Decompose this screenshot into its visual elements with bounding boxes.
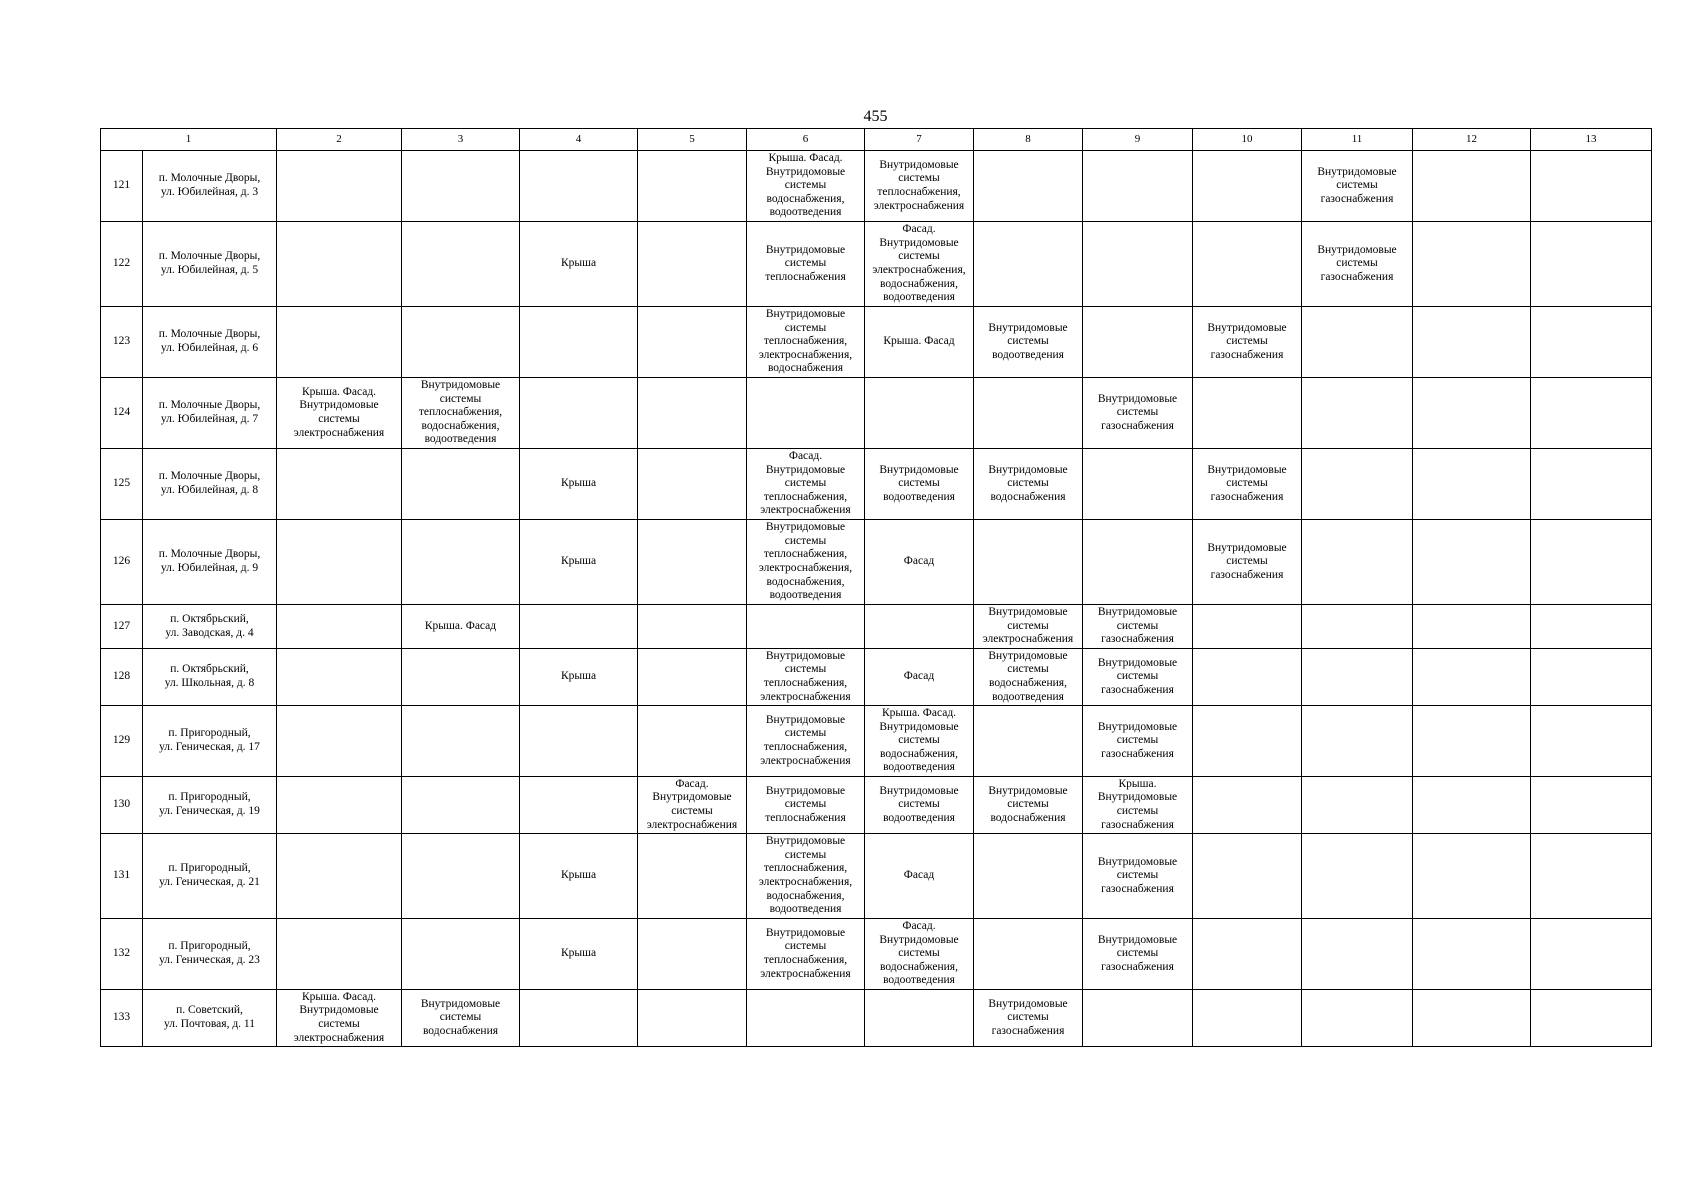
cell-col-12 <box>1413 919 1531 990</box>
cell-col-12 <box>1413 777 1531 834</box>
cell-col-5 <box>638 649 747 706</box>
address-cell: п. Молочные Дворы, ул. Юбилейная, д. 6 <box>143 307 277 378</box>
row-number: 128 <box>101 649 143 706</box>
cell-col-2 <box>277 520 402 605</box>
cell-col-2: Крыша. Фасад. Внутридомовые системы электроснабжения <box>277 990 402 1047</box>
cell-col-4 <box>520 605 638 649</box>
cell-col-9 <box>1083 449 1193 520</box>
cell-col-12 <box>1413 706 1531 777</box>
cell-col-5 <box>638 919 747 990</box>
cell-col-11 <box>1302 706 1413 777</box>
cell-col-6: Внутридомовые системы теплоснабжения, электроснабжения <box>747 706 865 777</box>
cell-col-4 <box>520 990 638 1047</box>
cell-col-2 <box>277 777 402 834</box>
cell-col-4: Крыша <box>520 919 638 990</box>
address-cell: п. Молочные Дворы, ул. Юбилейная, д. 9 <box>143 520 277 605</box>
cell-col-5 <box>638 151 747 222</box>
cell-col-10 <box>1193 990 1302 1047</box>
cell-col-7: Крыша. Фасад. Внутридомовые системы водоснабжения, водоотведения <box>865 706 974 777</box>
cell-col-12 <box>1413 834 1531 919</box>
cell-col-11 <box>1302 605 1413 649</box>
table-row <box>101 919 1652 990</box>
cell-col-2: Крыша. Фасад. Внутридомовые системы электроснабжения <box>277 378 402 449</box>
cell-col-11 <box>1302 378 1413 449</box>
cell-col-13 <box>1531 990 1652 1047</box>
cell-col-2 <box>277 706 402 777</box>
cell-col-10 <box>1193 378 1302 449</box>
cell-col-9: Внутридомовые системы газоснабжения <box>1083 706 1193 777</box>
cell-col-13 <box>1531 151 1652 222</box>
cell-col-12 <box>1413 307 1531 378</box>
cell-col-3: Внутридомовые системы водоснабжения <box>402 990 520 1047</box>
cell-col-8 <box>974 222 1083 307</box>
row-number: 125 <box>101 449 143 520</box>
cell-col-2 <box>277 834 402 919</box>
cell-col-2 <box>277 649 402 706</box>
cell-col-7: Фасад. Внутридомовые системы водоснабжения, водоотведения <box>865 919 974 990</box>
cell-col-7: Крыша. Фасад <box>865 307 974 378</box>
table-row <box>101 834 1652 919</box>
cell-col-11 <box>1302 990 1413 1047</box>
cell-col-6: Внутридомовые системы теплоснабжения, электроснабжения, водоснабжения, водоотведения <box>747 834 865 919</box>
cell-col-9 <box>1083 222 1193 307</box>
cell-col-2 <box>277 605 402 649</box>
table-row <box>101 222 1652 307</box>
table-row <box>101 605 1652 649</box>
address-cell: п. Октябрьский, ул. Заводская, д. 4 <box>143 605 277 649</box>
cell-col-9: Внутридомовые системы газоснабжения <box>1083 605 1193 649</box>
cell-col-3 <box>402 834 520 919</box>
cell-col-4 <box>520 706 638 777</box>
cell-col-12 <box>1413 605 1531 649</box>
cell-col-6 <box>747 378 865 449</box>
cell-col-3 <box>402 919 520 990</box>
cell-col-8 <box>974 834 1083 919</box>
cell-col-13 <box>1531 919 1652 990</box>
cell-col-11 <box>1302 834 1413 919</box>
cell-col-3 <box>402 151 520 222</box>
column-header-5: 5 <box>638 129 747 151</box>
cell-col-11 <box>1302 649 1413 706</box>
row-number: 133 <box>101 990 143 1047</box>
cell-col-11 <box>1302 777 1413 834</box>
column-header-7: 7 <box>865 129 974 151</box>
cell-col-2 <box>277 307 402 378</box>
cell-col-3: Внутридомовые системы теплоснабжения, водоснабжения, водоотведения <box>402 378 520 449</box>
cell-col-11 <box>1302 520 1413 605</box>
cell-col-3 <box>402 222 520 307</box>
cell-col-10 <box>1193 605 1302 649</box>
address-cell: п. Молочные Дворы, ул. Юбилейная, д. 5 <box>143 222 277 307</box>
cell-col-10: Внутридомовые системы газоснабжения <box>1193 520 1302 605</box>
cell-col-3 <box>402 649 520 706</box>
cell-col-6: Внутридомовые системы теплоснабжения <box>747 222 865 307</box>
column-header-8: 8 <box>974 129 1083 151</box>
cell-col-11: Внутридомовые системы газоснабжения <box>1302 222 1413 307</box>
column-header-11: 11 <box>1302 129 1413 151</box>
cell-col-4 <box>520 151 638 222</box>
cell-col-8: Внутридомовые системы водоснабжения, водоотведения <box>974 649 1083 706</box>
table-row <box>101 151 1652 222</box>
cell-col-5 <box>638 990 747 1047</box>
row-number: 130 <box>101 777 143 834</box>
cell-col-5 <box>638 222 747 307</box>
cell-col-7: Внутридомовые системы теплоснабжения, электроснабжения <box>865 151 974 222</box>
cell-col-5 <box>638 520 747 605</box>
cell-col-12 <box>1413 222 1531 307</box>
cell-col-7: Внутридомовые системы водоотведения <box>865 777 974 834</box>
cell-col-5 <box>638 449 747 520</box>
cell-col-9 <box>1083 990 1193 1047</box>
address-cell: п. Молочные Дворы, ул. Юбилейная, д. 8 <box>143 449 277 520</box>
cell-col-8 <box>974 919 1083 990</box>
row-number: 124 <box>101 378 143 449</box>
cell-col-7: Фасад. Внутридомовые системы электроснабжения, водоснабжения, водоотведения <box>865 222 974 307</box>
column-number-row <box>101 129 1652 151</box>
cell-col-10 <box>1193 834 1302 919</box>
cell-col-3 <box>402 449 520 520</box>
cell-col-4: Крыша <box>520 520 638 605</box>
row-number: 126 <box>101 520 143 605</box>
cell-col-9: Внутридомовые системы газоснабжения <box>1083 919 1193 990</box>
row-number: 129 <box>101 706 143 777</box>
cell-col-5 <box>638 834 747 919</box>
cell-col-6 <box>747 990 865 1047</box>
column-header-12: 12 <box>1413 129 1531 151</box>
table-row <box>101 307 1652 378</box>
cell-col-8: Внутридомовые системы водоснабжения <box>974 449 1083 520</box>
cell-col-9: Внутридомовые системы газоснабжения <box>1083 649 1193 706</box>
cell-col-2 <box>277 151 402 222</box>
cell-col-4 <box>520 307 638 378</box>
cell-col-13 <box>1531 307 1652 378</box>
address-cell: п. Пригородный, ул. Геническая, д. 19 <box>143 777 277 834</box>
table-row <box>101 520 1652 605</box>
address-cell: п. Молочные Дворы, ул. Юбилейная, д. 3 <box>143 151 277 222</box>
cell-col-6: Внутридомовые системы теплоснабжения, электроснабжения <box>747 919 865 990</box>
column-header-10: 10 <box>1193 129 1302 151</box>
cell-col-10 <box>1193 919 1302 990</box>
cell-col-11 <box>1302 307 1413 378</box>
cell-col-6: Крыша. Фасад. Внутридомовые системы водоснабжения, водоотведения <box>747 151 865 222</box>
cell-col-8 <box>974 151 1083 222</box>
cell-col-12 <box>1413 520 1531 605</box>
row-number: 121 <box>101 151 143 222</box>
address-cell: п. Молочные Дворы, ул. Юбилейная, д. 7 <box>143 378 277 449</box>
cell-col-10: Внутридомовые системы газоснабжения <box>1193 449 1302 520</box>
table-row <box>101 649 1652 706</box>
cell-col-4: Крыша <box>520 222 638 307</box>
cell-col-12 <box>1413 449 1531 520</box>
cell-col-2 <box>277 919 402 990</box>
cell-col-7 <box>865 990 974 1047</box>
row-number: 123 <box>101 307 143 378</box>
cell-col-2 <box>277 222 402 307</box>
cell-col-7: Фасад <box>865 649 974 706</box>
table-row <box>101 990 1652 1047</box>
cell-col-8 <box>974 378 1083 449</box>
cell-col-8: Внутридомовые системы водоснабжения <box>974 777 1083 834</box>
repair-schedule-table <box>100 128 1652 1047</box>
cell-col-4: Крыша <box>520 449 638 520</box>
cell-col-10 <box>1193 649 1302 706</box>
cell-col-3 <box>402 520 520 605</box>
cell-col-6: Внутридомовые системы теплоснабжения, электроснабжения, водоснабжения, водоотведения <box>747 520 865 605</box>
cell-col-7: Фасад <box>865 520 974 605</box>
column-header-1: 1 <box>101 129 277 151</box>
cell-col-12 <box>1413 151 1531 222</box>
cell-col-13 <box>1531 449 1652 520</box>
cell-col-13 <box>1531 706 1652 777</box>
cell-col-9 <box>1083 520 1193 605</box>
cell-col-3 <box>402 307 520 378</box>
cell-col-13 <box>1531 777 1652 834</box>
cell-col-7: Внутридомовые системы водоотведения <box>865 449 974 520</box>
column-header-3: 3 <box>402 129 520 151</box>
cell-col-9 <box>1083 151 1193 222</box>
table-row <box>101 777 1652 834</box>
cell-col-4 <box>520 378 638 449</box>
cell-col-13 <box>1531 378 1652 449</box>
cell-col-7: Фасад <box>865 834 974 919</box>
cell-col-2 <box>277 449 402 520</box>
address-cell: п. Октябрьский, ул. Школьная, д. 8 <box>143 649 277 706</box>
cell-col-13 <box>1531 222 1652 307</box>
table-row <box>101 706 1652 777</box>
address-cell: п. Пригородный, ул. Геническая, д. 17 <box>143 706 277 777</box>
cell-col-8 <box>974 706 1083 777</box>
cell-col-6: Внутридомовые системы теплоснабжения, электроснабжения, водоснабжения <box>747 307 865 378</box>
cell-col-9: Внутридомовые системы газоснабжения <box>1083 834 1193 919</box>
cell-col-11: Внутридомовые системы газоснабжения <box>1302 151 1413 222</box>
cell-col-8: Внутридомовые системы водоотведения <box>974 307 1083 378</box>
table-row <box>101 378 1652 449</box>
cell-col-9: Крыша. Внутридомовые системы газоснабжения <box>1083 777 1193 834</box>
column-header-4: 4 <box>520 129 638 151</box>
cell-col-10 <box>1193 706 1302 777</box>
page-number: 455 <box>863 108 888 125</box>
cell-col-3 <box>402 706 520 777</box>
cell-col-7 <box>865 605 974 649</box>
cell-col-10 <box>1193 777 1302 834</box>
cell-col-3: Крыша. Фасад <box>402 605 520 649</box>
cell-col-6: Фасад. Внутридомовые системы теплоснабжения, электроснабжения <box>747 449 865 520</box>
cell-col-12 <box>1413 990 1531 1047</box>
cell-col-13 <box>1531 520 1652 605</box>
row-number: 127 <box>101 605 143 649</box>
cell-col-5 <box>638 378 747 449</box>
row-number: 131 <box>101 834 143 919</box>
cell-col-13 <box>1531 834 1652 919</box>
cell-col-4: Крыша <box>520 834 638 919</box>
cell-col-10 <box>1193 222 1302 307</box>
address-cell: п. Пригородный, ул. Геническая, д. 23 <box>143 919 277 990</box>
cell-col-5 <box>638 307 747 378</box>
cell-col-10 <box>1193 151 1302 222</box>
cell-col-8: Внутридомовые системы газоснабжения <box>974 990 1083 1047</box>
cell-col-5 <box>638 605 747 649</box>
cell-col-10: Внутридомовые системы газоснабжения <box>1193 307 1302 378</box>
cell-col-8 <box>974 520 1083 605</box>
column-header-9: 9 <box>1083 129 1193 151</box>
address-cell: п. Пригородный, ул. Геническая, д. 21 <box>143 834 277 919</box>
cell-col-6: Внутридомовые системы теплоснабжения, электроснабжения <box>747 649 865 706</box>
cell-col-6: Внутридомовые системы теплоснабжения <box>747 777 865 834</box>
cell-col-3 <box>402 777 520 834</box>
cell-col-5 <box>638 706 747 777</box>
cell-col-13 <box>1531 605 1652 649</box>
cell-col-8: Внутридомовые системы электроснабжения <box>974 605 1083 649</box>
cell-col-7 <box>865 378 974 449</box>
cell-col-12 <box>1413 649 1531 706</box>
cell-col-12 <box>1413 378 1531 449</box>
cell-col-5: Фасад. Внутридомовые системы электроснабжения <box>638 777 747 834</box>
column-header-6: 6 <box>747 129 865 151</box>
column-header-2: 2 <box>277 129 402 151</box>
column-header-13: 13 <box>1531 129 1652 151</box>
cell-col-11 <box>1302 919 1413 990</box>
row-number: 122 <box>101 222 143 307</box>
cell-col-6 <box>747 605 865 649</box>
cell-col-13 <box>1531 649 1652 706</box>
row-number: 132 <box>101 919 143 990</box>
cell-col-11 <box>1302 449 1413 520</box>
cell-col-4 <box>520 777 638 834</box>
cell-col-9 <box>1083 307 1193 378</box>
table-row <box>101 449 1652 520</box>
address-cell: п. Советский, ул. Почтовая, д. 11 <box>143 990 277 1047</box>
cell-col-4: Крыша <box>520 649 638 706</box>
cell-col-9: Внутридомовые системы газоснабжения <box>1083 378 1193 449</box>
